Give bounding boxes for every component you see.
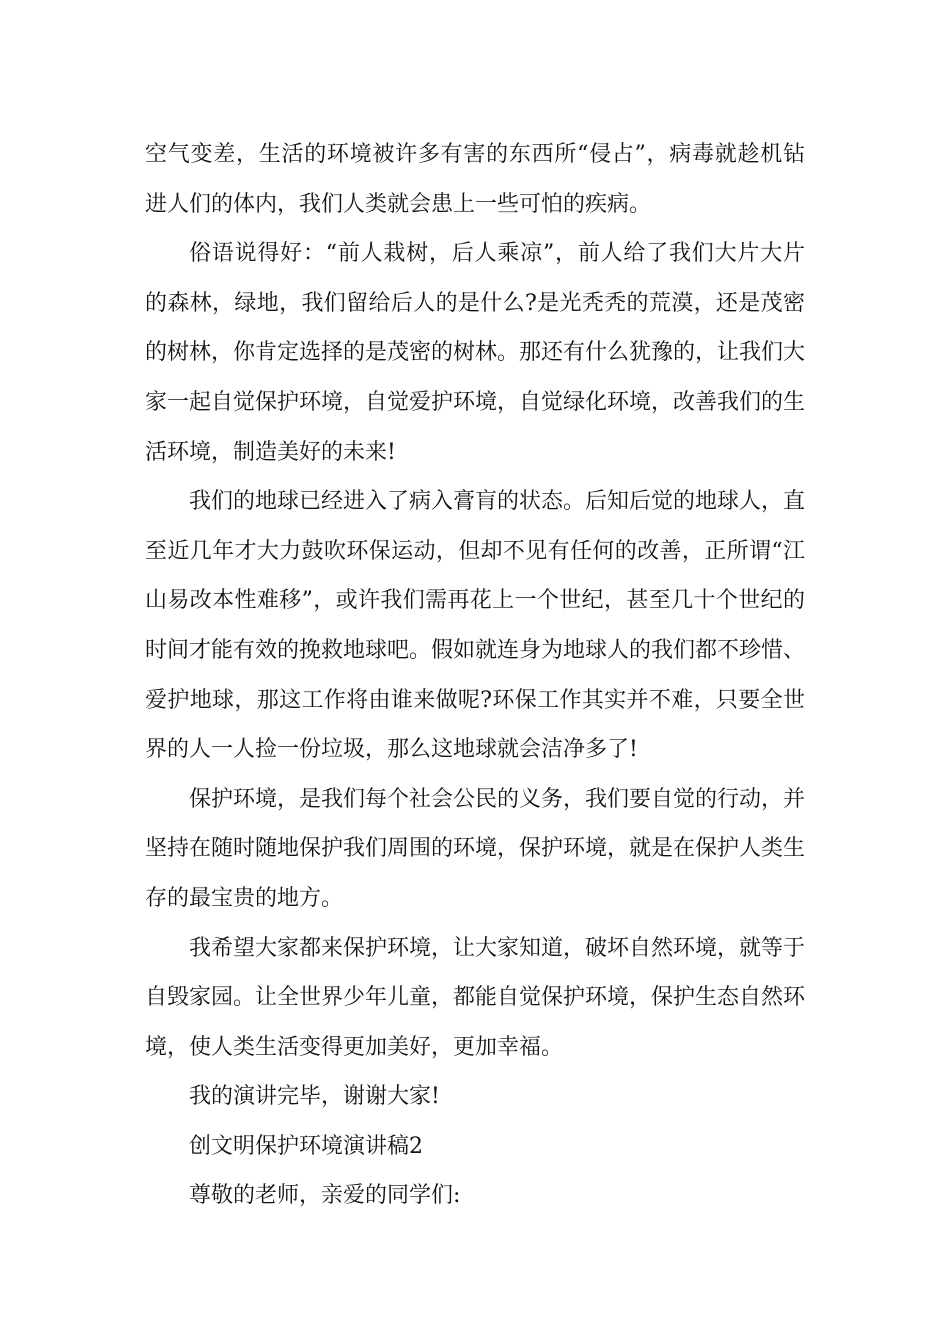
salutation: 尊敬的老师，亲爱的同学们: [189, 1183, 461, 1209]
closing-line: 我的演讲完毕，谢谢大家! [189, 1084, 440, 1110]
paragraph-2: 俗语说得好：“前人栽树，后人乘凉”，前人给了我们大片大片的森林，绿地，我们留给后人的是什么?是光秃秃的荒漠，还是茂密的树林，你肯定选择的是茂密的树林。那还有什么犹豫的，让我们大家一起自觉保护环境，自觉爱护环境，自觉绿化环境，改善我们的生活环境，制造美好的未来! [145, 241, 806, 465]
paragraph-3: 我们的地球已经进入了病入膏肓的状态。后知后觉的地球人，直至近几年才大力鼓吹环保运动，但却不见有任何的改善，正所谓“江山易改本性难移”，或许我们需再花上一个世纪，甚至几十个世纪的时间才能有效的挽救地球吧。假如就连身为地球人的我们都不珍惜、爱护地球，那这工作将由谁来做呢?环保工作其实并不难，只要全世界的人一人捡一份垃圾，那么这地球就会洁净多了! [145, 489, 806, 763]
paragraph-4: 保护环境，是我们每个社会公民的义务，我们要自觉的行动，并坚持在随时随地保护我们周围的环境，保护环境，就是在保护人类生存的最宝贵的地方。 [145, 786, 806, 911]
paragraph-5: 我希望大家都来保护环境，让大家知道，破坏自然环境，就等于自毁家园。让全世界少年儿童，都能自觉保护环境，保护生态自然环境，使人类生活变得更加美好，更加幸福。 [145, 935, 806, 1060]
section-title: 创文明保护环境演讲稿2 [189, 1133, 423, 1159]
document-body [145, 130, 805, 1221]
paragraph-1: 空气变差，生活的环境被许多有害的东西所“侵占”，病毒就趁机钻进人们的体内，我们人类就会患上一些可怕的疾病。 [145, 142, 805, 217]
